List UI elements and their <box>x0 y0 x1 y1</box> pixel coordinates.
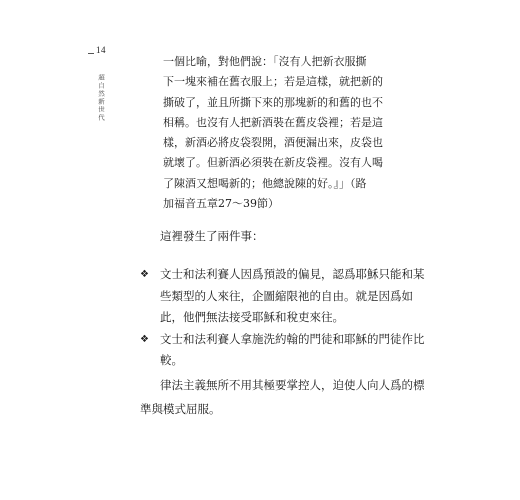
bullet-list <box>140 264 425 372</box>
bullet-item <box>140 329 425 372</box>
diamond-bullet-icon: ❖ <box>140 333 149 345</box>
bullet-line: 較。 <box>160 353 183 367</box>
bullet-line: 些類型的人來往，企圖縮限祂的自由。就是因爲如 <box>160 288 413 303</box>
running-head: 超自然新世代 <box>97 74 105 122</box>
quote-line: 就壞了。但新酒必須裝在新皮袋裡。沒有人喝 <box>163 156 383 170</box>
closing-line: 律法主義無所不用其極要掌控人，迫使人向人爲的標 <box>160 378 425 392</box>
quote-line: 一個比喻，對他們說：「沒有人把新衣服撕 <box>163 55 367 68</box>
closing-paragraph <box>140 373 425 421</box>
bullet-line: 此，他們無法接受耶穌和稅吏來往。 <box>160 310 344 324</box>
bullet-line: 文士和法利賽人因爲預設的偏見，認爲耶穌只能和某 <box>160 267 425 281</box>
quote-line: 加福音五章27～39節） <box>163 197 279 211</box>
bullet-line: 文士和法利賽人拿施洗約翰的門徒和耶穌的門徒作比 <box>160 331 425 346</box>
scripture-quote <box>163 52 385 214</box>
bullet-item <box>140 264 425 329</box>
diamond-bullet-icon: ❖ <box>140 269 149 280</box>
quote-line: 下一塊來補在舊衣服上；若是這樣，就把新的 <box>163 75 383 89</box>
page-number: 14 <box>96 45 106 55</box>
intro-paragraph: 這裡發生了兩件事： <box>160 229 264 243</box>
quote-line: 樣，新酒必將皮袋裂開，酒便漏出來，皮袋也 <box>163 136 383 150</box>
quote-line: 了陳酒又想喝新的；他總說陳的好。』」（路 <box>163 176 367 190</box>
quote-line: 相稱。也沒有人把新酒裝在舊皮袋裡；若是這 <box>163 115 383 129</box>
quote-line: 撕破了，並且所撕下來的那塊新的和舊的也不 <box>163 95 383 109</box>
closing-line: 準與模式屈服。 <box>140 402 221 416</box>
header-rule <box>88 53 94 54</box>
